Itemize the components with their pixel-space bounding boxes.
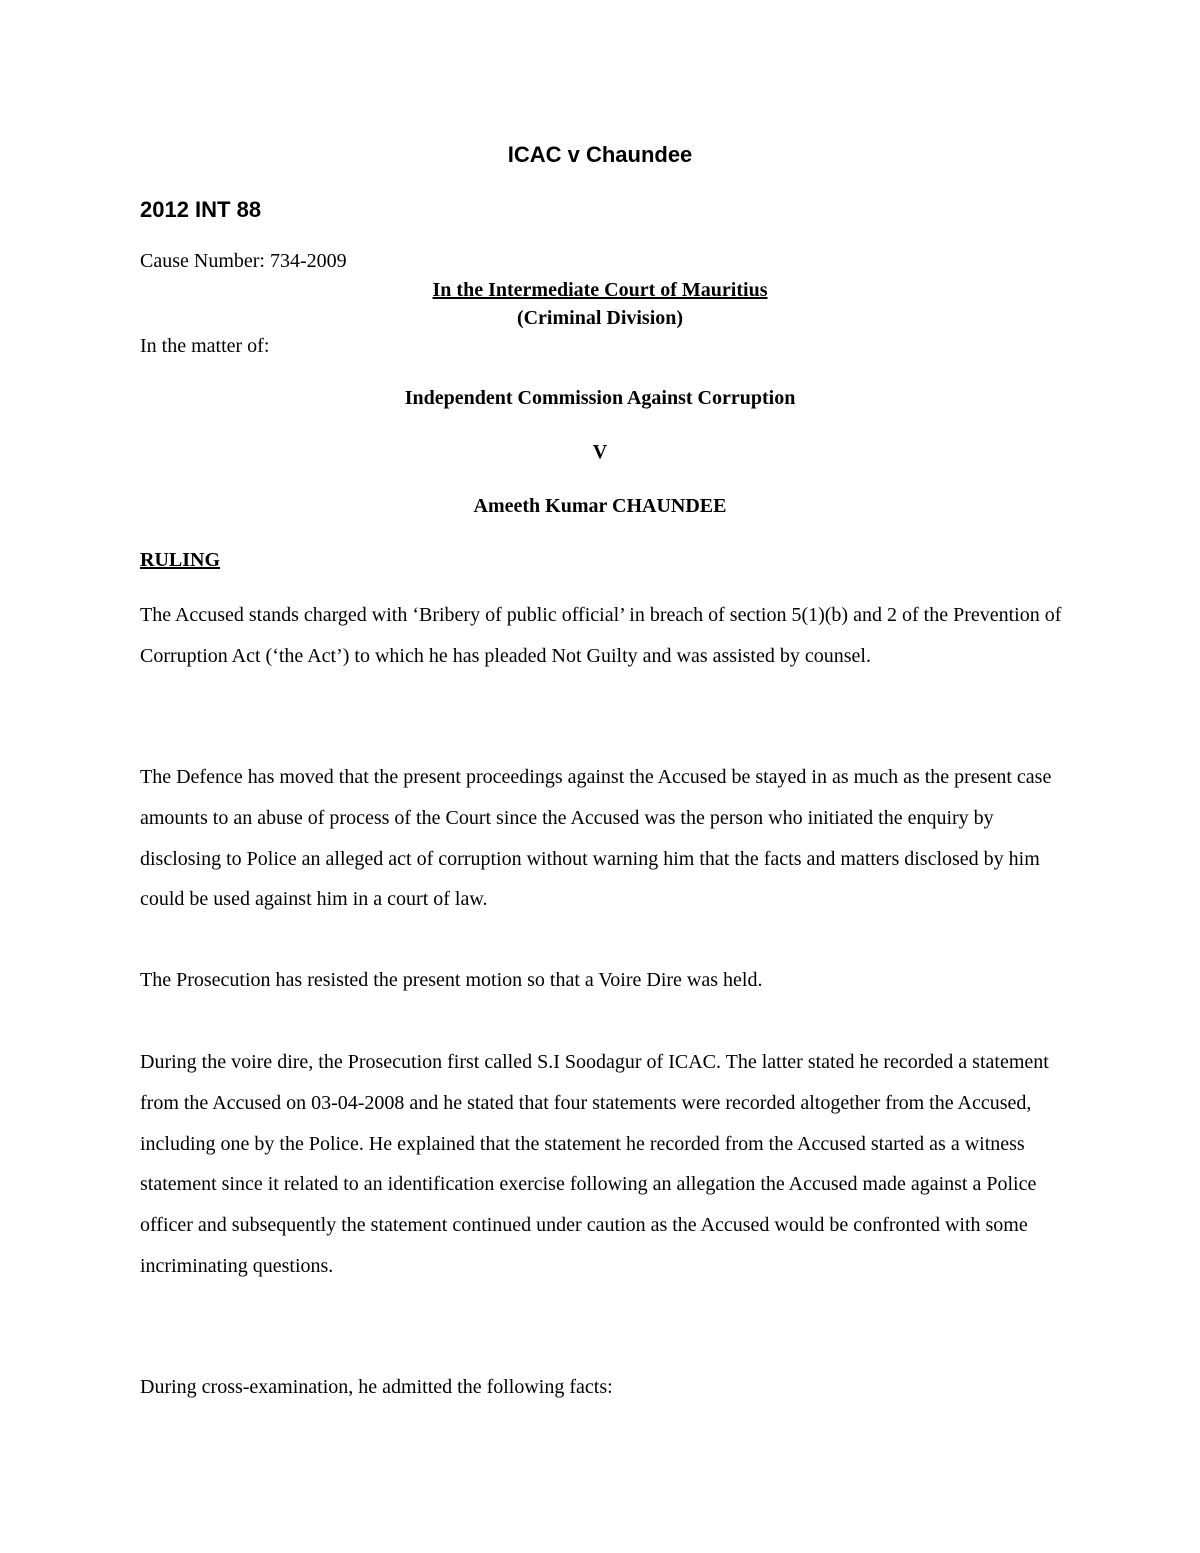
paragraph: The Accused stands charged with ‘Bribery of public official’ in breach of section 5(1)(b) and 2 of the Prevention of Corruption Act (‘the Act’) to which he has pleaded Not Guilty and was assisted by counsel.: [140, 604, 1062, 667]
paragraph: During cross-examination, he admitted the following facts:: [140, 1376, 613, 1398]
citation: 2012 INT 88: [140, 197, 262, 222]
defendant-party: Ameeth Kumar CHAUNDEE: [473, 495, 727, 517]
paragraph: The Defence has moved that the present proceedings against the Accused be stayed in as much as the present case amounts to an abuse of process of the Court since the Accused was the person who initiated the enquiry by disclosing to Police an alleged act of corruption without warning him that the facts and matters disclosed by him could be used against him in a court of law.: [140, 766, 1052, 911]
plaintiff-party: Independent Commission Against Corruption: [404, 387, 796, 409]
versus-label: V: [592, 441, 608, 463]
paragraph: The Prosecution has resisted the present motion so that a Voire Dire was held.: [140, 969, 763, 991]
ruling-heading: RULING: [140, 549, 221, 571]
matter-label: In the matter of:: [140, 335, 270, 357]
case-title: ICAC v Chaundee: [507, 142, 693, 167]
court-name: In the Intermediate Court of Mauritius: [432, 279, 768, 301]
paragraph: During the voire dire, the Prosecution first called S.I Soodagur of ICAC. The latter stated he recorded a statement from the Accused on 03-04-2008 and he stated that four statements were recorded altogether from the Accused, including one by the Police. He explained that the statement he recorded from the Accused started as a witness statement since it related to an identification exercise following an allegation the Accused made against a Police officer and subsequently the statement continued under caution as the Accused would be confronted with some incriminating questions.: [140, 1051, 1049, 1277]
cause-number: Cause Number: 734-2009: [140, 250, 347, 272]
court-division: (Criminal Division): [516, 307, 684, 329]
